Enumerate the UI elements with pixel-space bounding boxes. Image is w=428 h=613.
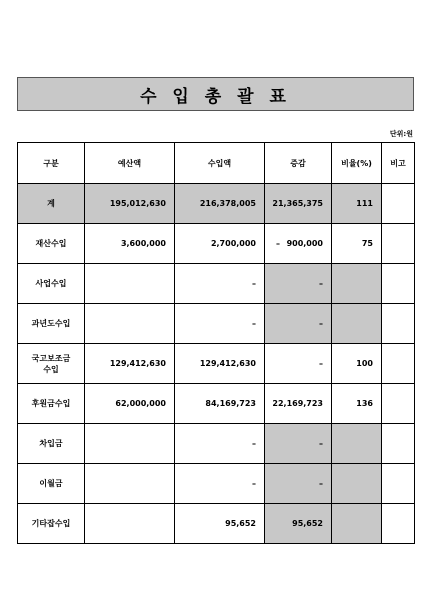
note-cell <box>382 224 415 264</box>
ratio-cell: 100 <box>332 344 382 384</box>
diff-cell: – <box>265 304 332 344</box>
category-cell: 기타잡수입 <box>18 504 85 544</box>
budget-cell <box>85 264 175 304</box>
table-row <box>18 344 415 384</box>
header-income: 수입액 <box>175 143 265 184</box>
table-row <box>18 264 415 304</box>
income-cell: – <box>175 464 265 504</box>
unit-label: 단위:원 <box>389 130 413 138</box>
income-cell: 95,652 <box>175 504 265 544</box>
diff-cell: – <box>265 424 332 464</box>
category-cell: 차입금 <box>18 424 85 464</box>
minus-sign: – <box>276 239 280 248</box>
income-cell: – <box>175 304 265 344</box>
table-row <box>18 424 415 464</box>
diff-cell: 21,365,375 <box>265 184 332 224</box>
ratio-cell <box>332 504 382 544</box>
budget-cell: 129,412,630 <box>85 344 175 384</box>
table-row <box>18 504 415 544</box>
budget-cell <box>85 424 175 464</box>
ratio-cell <box>332 264 382 304</box>
table-row <box>18 304 415 344</box>
header-category: 구분 <box>18 143 85 184</box>
budget-cell <box>85 304 175 344</box>
category-cell: 계 <box>18 184 85 224</box>
note-cell <box>382 304 415 344</box>
income-cell: 129,412,630 <box>175 344 265 384</box>
category-cell: 재산수입 <box>18 224 85 264</box>
income-cell: 216,378,005 <box>175 184 265 224</box>
note-cell <box>382 344 415 384</box>
ratio-cell <box>332 304 382 344</box>
table-row <box>18 184 415 224</box>
ratio-cell: 136 <box>332 384 382 424</box>
table-row <box>18 224 415 264</box>
income-summary-table <box>17 142 415 544</box>
income-cell: 2,700,000 <box>175 224 265 264</box>
ratio-cell <box>332 464 382 504</box>
note-cell <box>382 464 415 504</box>
header-diff: 증감 <box>265 143 332 184</box>
ratio-cell: 75 <box>332 224 382 264</box>
diff-cell: – <box>265 464 332 504</box>
table-header-row <box>18 143 415 184</box>
diff-cell: – 900,000 <box>265 224 332 264</box>
diff-cell: – <box>265 344 332 384</box>
category-cell: 과년도수입 <box>18 304 85 344</box>
diff-cell: – <box>265 264 332 304</box>
income-cell: – <box>175 264 265 304</box>
diff-cell: 95,652 <box>265 504 332 544</box>
page-title: 수 입 총 괄 표 <box>17 77 414 111</box>
ratio-cell: 111 <box>332 184 382 224</box>
table-row <box>18 464 415 504</box>
note-cell <box>382 424 415 464</box>
budget-cell <box>85 464 175 504</box>
header-ratio: 비율(%) <box>332 143 382 184</box>
ratio-cell <box>332 424 382 464</box>
diff-cell: 22,169,723 <box>265 384 332 424</box>
table-row <box>18 384 415 424</box>
header-budget: 예산액 <box>85 143 175 184</box>
income-cell: – <box>175 424 265 464</box>
category-cell: 후원금수입 <box>18 384 85 424</box>
note-cell <box>382 384 415 424</box>
category-cell: 이월금 <box>18 464 85 504</box>
note-cell <box>382 504 415 544</box>
note-cell <box>382 264 415 304</box>
category-cell: 사업수입 <box>18 264 85 304</box>
budget-cell: 3,600,000 <box>85 224 175 264</box>
category-cell: 국고보조금 수입 <box>18 344 85 384</box>
budget-cell: 62,000,000 <box>85 384 175 424</box>
budget-cell <box>85 504 175 544</box>
header-note: 비고 <box>382 143 415 184</box>
budget-cell: 195,012,630 <box>85 184 175 224</box>
income-cell: 84,169,723 <box>175 384 265 424</box>
note-cell <box>382 184 415 224</box>
